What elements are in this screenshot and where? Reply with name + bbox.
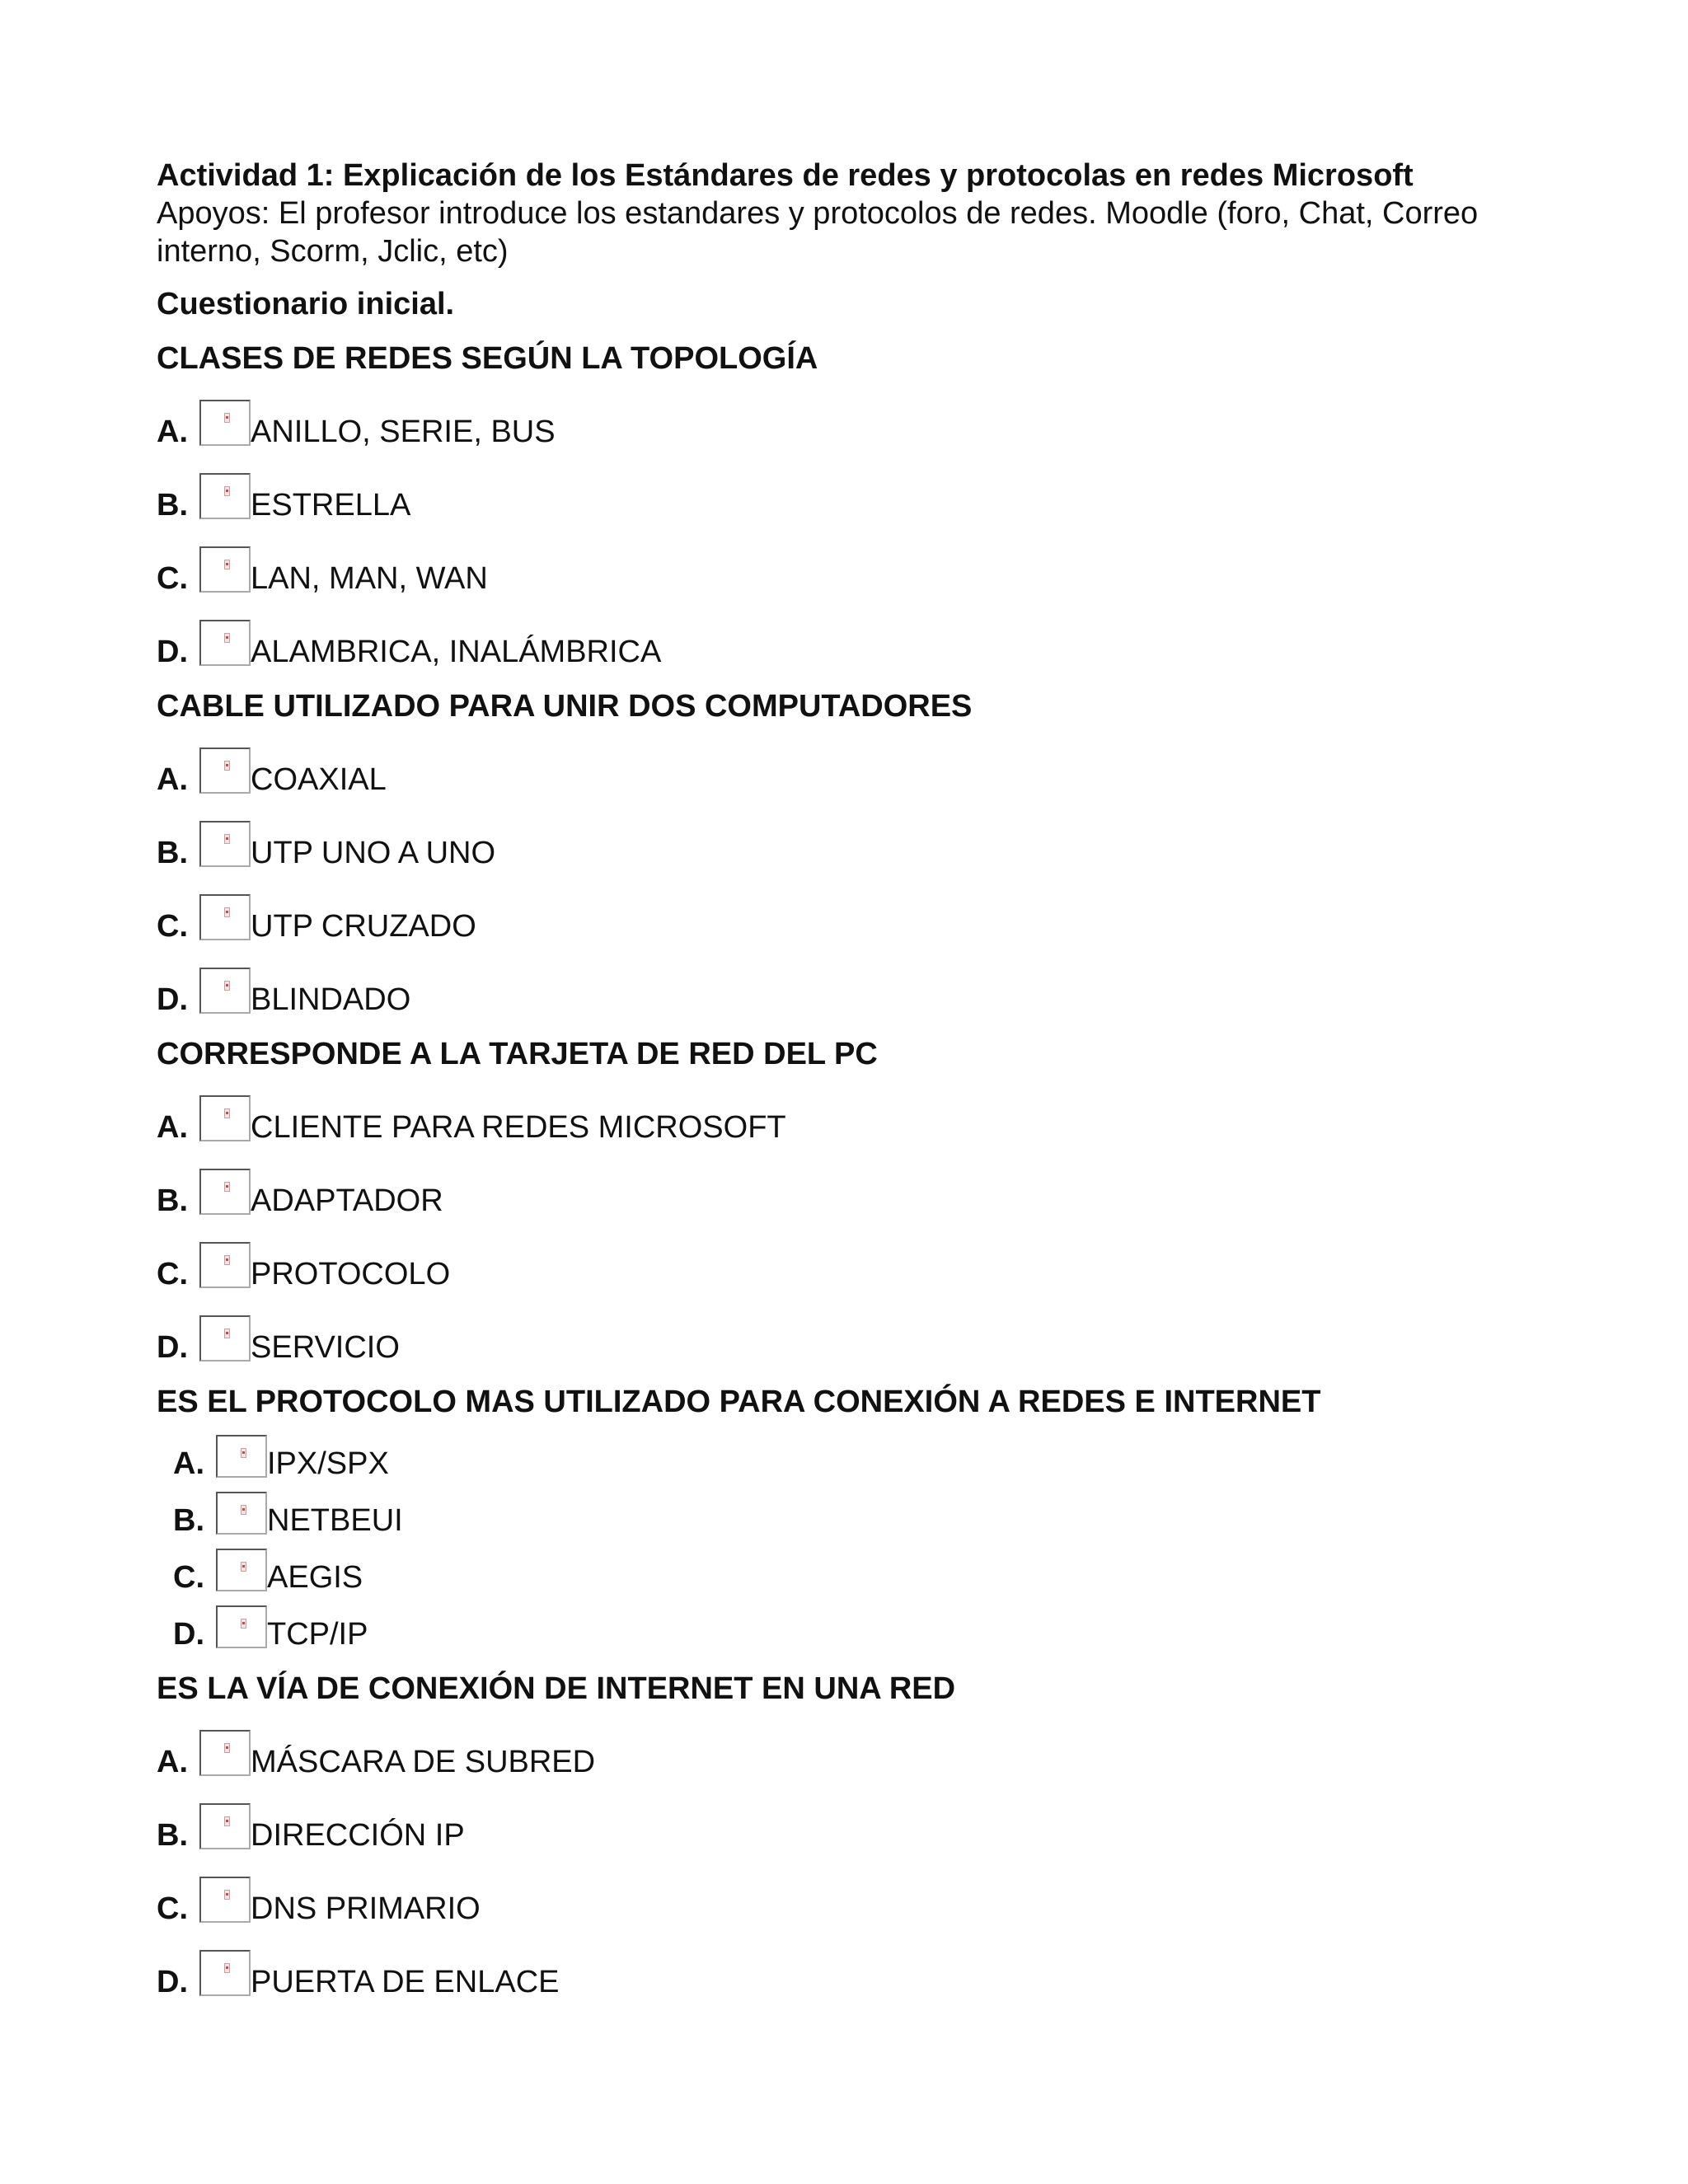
- option-text: PUERTA DE ENLACE: [251, 1965, 560, 1999]
- broken-image-icon: [224, 413, 230, 423]
- activity-title: Actividad 1: Explicación de los Estándares de redes y protocolas en redes Microsoft: [157, 158, 1414, 193]
- broken-image-icon: [224, 981, 230, 991]
- question-5: ES LA VÍA DE CONEXIÓN DE INTERNET EN UNA RED: [157, 1671, 956, 1706]
- option-row: [157, 1293, 1558, 1366]
- option-letter: D.: [157, 1330, 188, 1365]
- broken-image-icon: [224, 1182, 230, 1192]
- broken-image-icon: [224, 1963, 230, 1973]
- broken-image-icon: [241, 1448, 246, 1458]
- question-3: CORRESPONDE A LA TARJETA DE RED DEL PC: [157, 1037, 878, 1071]
- option-letter: C.: [157, 1891, 188, 1926]
- broken-image-icon: [224, 907, 230, 917]
- option-text: IPX/SPX: [267, 1446, 389, 1481]
- option-text: ADAPTADOR: [251, 1183, 443, 1218]
- option-row: [157, 598, 1558, 671]
- option-letter: D.: [157, 1965, 188, 1999]
- option-letter: A.: [157, 1110, 188, 1145]
- broken-image-icon: [224, 761, 230, 771]
- option-row: [157, 1220, 1558, 1293]
- option-letter: C.: [157, 1257, 188, 1291]
- question-3-options: [157, 1073, 1558, 1366]
- question-2: CABLE UTILIZADO PARA UNIR DOS COMPUTADORES: [157, 689, 973, 724]
- option-checkbox[interactable]: [199, 748, 251, 794]
- option-row: [173, 1540, 1558, 1596]
- question-1-options: [157, 377, 1558, 671]
- broken-image-icon: [224, 560, 230, 569]
- broken-image-icon: [224, 1255, 230, 1265]
- option-checkbox[interactable]: [199, 1877, 251, 1923]
- option-checkbox[interactable]: [199, 473, 251, 519]
- option-text: ESTRELLA: [251, 488, 411, 523]
- option-letter: C.: [157, 909, 188, 944]
- question-2-options: [157, 725, 1558, 1019]
- option-checkbox[interactable]: [199, 1095, 251, 1141]
- option-checkbox[interactable]: [199, 1169, 251, 1215]
- option-row: [157, 1854, 1558, 1928]
- option-letter: B.: [157, 1183, 188, 1218]
- option-letter: A.: [157, 415, 188, 449]
- option-text: AEGIS: [267, 1560, 363, 1595]
- option-text: NETBEUI: [267, 1503, 403, 1538]
- option-letter: D.: [157, 635, 188, 669]
- broken-image-icon: [224, 1108, 230, 1118]
- option-checkbox[interactable]: [199, 1950, 251, 1996]
- option-checkbox[interactable]: [199, 1242, 251, 1288]
- option-letter: D.: [173, 1617, 204, 1652]
- question-4-options: [157, 1426, 1558, 1653]
- option-text: COAXIAL: [251, 762, 387, 797]
- option-checkbox[interactable]: [199, 968, 251, 1014]
- option-row: [157, 725, 1558, 799]
- broken-image-icon: [241, 1562, 246, 1572]
- broken-image-icon: [241, 1619, 246, 1629]
- option-checkbox[interactable]: [199, 821, 251, 867]
- option-text: DIRECCIÓN IP: [251, 1818, 465, 1853]
- broken-image-icon: [224, 1816, 230, 1826]
- option-letter: A.: [157, 1745, 188, 1779]
- option-letter: C.: [173, 1560, 204, 1595]
- option-text: PROTOCOLO: [251, 1257, 451, 1291]
- option-row: [157, 1073, 1558, 1146]
- option-text: ANILLO, SERIE, BUS: [251, 415, 556, 449]
- activity-support-text: Apoyos: El profesor introduce los estandares y protocolos de redes. Moodle (foro, Chat, Correo interno, Scorm, Jclic, etc): [157, 196, 1479, 269]
- option-letter: C.: [157, 561, 188, 596]
- broken-image-icon: [224, 834, 230, 844]
- option-letter: A.: [173, 1446, 204, 1481]
- option-letter: A.: [157, 762, 188, 797]
- question-5-options: [157, 1708, 1558, 2001]
- option-checkbox[interactable]: [216, 1549, 267, 1591]
- option-checkbox[interactable]: [199, 1315, 251, 1361]
- option-text: SERVICIO: [251, 1330, 400, 1365]
- quiz-label: Cuestionario inicial.: [157, 287, 455, 321]
- option-checkbox[interactable]: [199, 400, 251, 446]
- broken-image-icon: [241, 1505, 246, 1515]
- option-row: [173, 1426, 1558, 1483]
- option-row: [157, 1781, 1558, 1854]
- broken-image-icon: [224, 1890, 230, 1900]
- option-row: [157, 1708, 1558, 1781]
- broken-image-icon: [224, 486, 230, 496]
- option-row: [157, 1928, 1558, 2001]
- option-checkbox[interactable]: [216, 1492, 267, 1535]
- option-checkbox[interactable]: [199, 1803, 251, 1849]
- option-checkbox[interactable]: [199, 546, 251, 593]
- broken-image-icon: [224, 1743, 230, 1753]
- option-letter: B.: [157, 1818, 188, 1853]
- option-row: [157, 524, 1558, 598]
- option-checkbox[interactable]: [199, 620, 251, 666]
- option-row: [157, 945, 1558, 1019]
- broken-image-icon: [224, 633, 230, 643]
- option-text: ALAMBRICA, INALÁMBRICA: [251, 635, 662, 669]
- option-text: BLINDADO: [251, 982, 411, 1017]
- option-checkbox[interactable]: [216, 1435, 267, 1478]
- option-checkbox[interactable]: [216, 1605, 267, 1648]
- option-checkbox[interactable]: [199, 1730, 251, 1776]
- option-text: UTP CRUZADO: [251, 909, 476, 944]
- option-row: [157, 1146, 1558, 1220]
- option-text: TCP/IP: [267, 1617, 368, 1652]
- option-letter: B.: [157, 836, 188, 870]
- option-text: DNS PRIMARIO: [251, 1891, 481, 1926]
- option-row: [157, 799, 1558, 872]
- question-1: CLASES DE REDES SEGÚN LA TOPOLOGÍA: [157, 341, 818, 376]
- option-row: [173, 1483, 1558, 1540]
- option-text: MÁSCARA DE SUBRED: [251, 1745, 596, 1779]
- document-page: [157, 157, 1558, 2001]
- option-letter: B.: [157, 488, 188, 523]
- option-letter: D.: [157, 982, 188, 1017]
- broken-image-icon: [224, 1329, 230, 1338]
- option-row: [173, 1596, 1558, 1653]
- option-row: [157, 872, 1558, 945]
- option-letter: B.: [173, 1503, 204, 1538]
- option-text: CLIENTE PARA REDES MICROSOFT: [251, 1110, 786, 1145]
- option-row: [157, 451, 1558, 524]
- option-checkbox[interactable]: [199, 894, 251, 940]
- question-4: ES EL PROTOCOLO MAS UTILIZADO PARA CONEXIÓN A REDES E INTERNET: [157, 1385, 1321, 1419]
- option-text: UTP UNO A UNO: [251, 836, 496, 870]
- option-text: LAN, MAN, WAN: [251, 561, 488, 596]
- option-row: [157, 377, 1558, 451]
